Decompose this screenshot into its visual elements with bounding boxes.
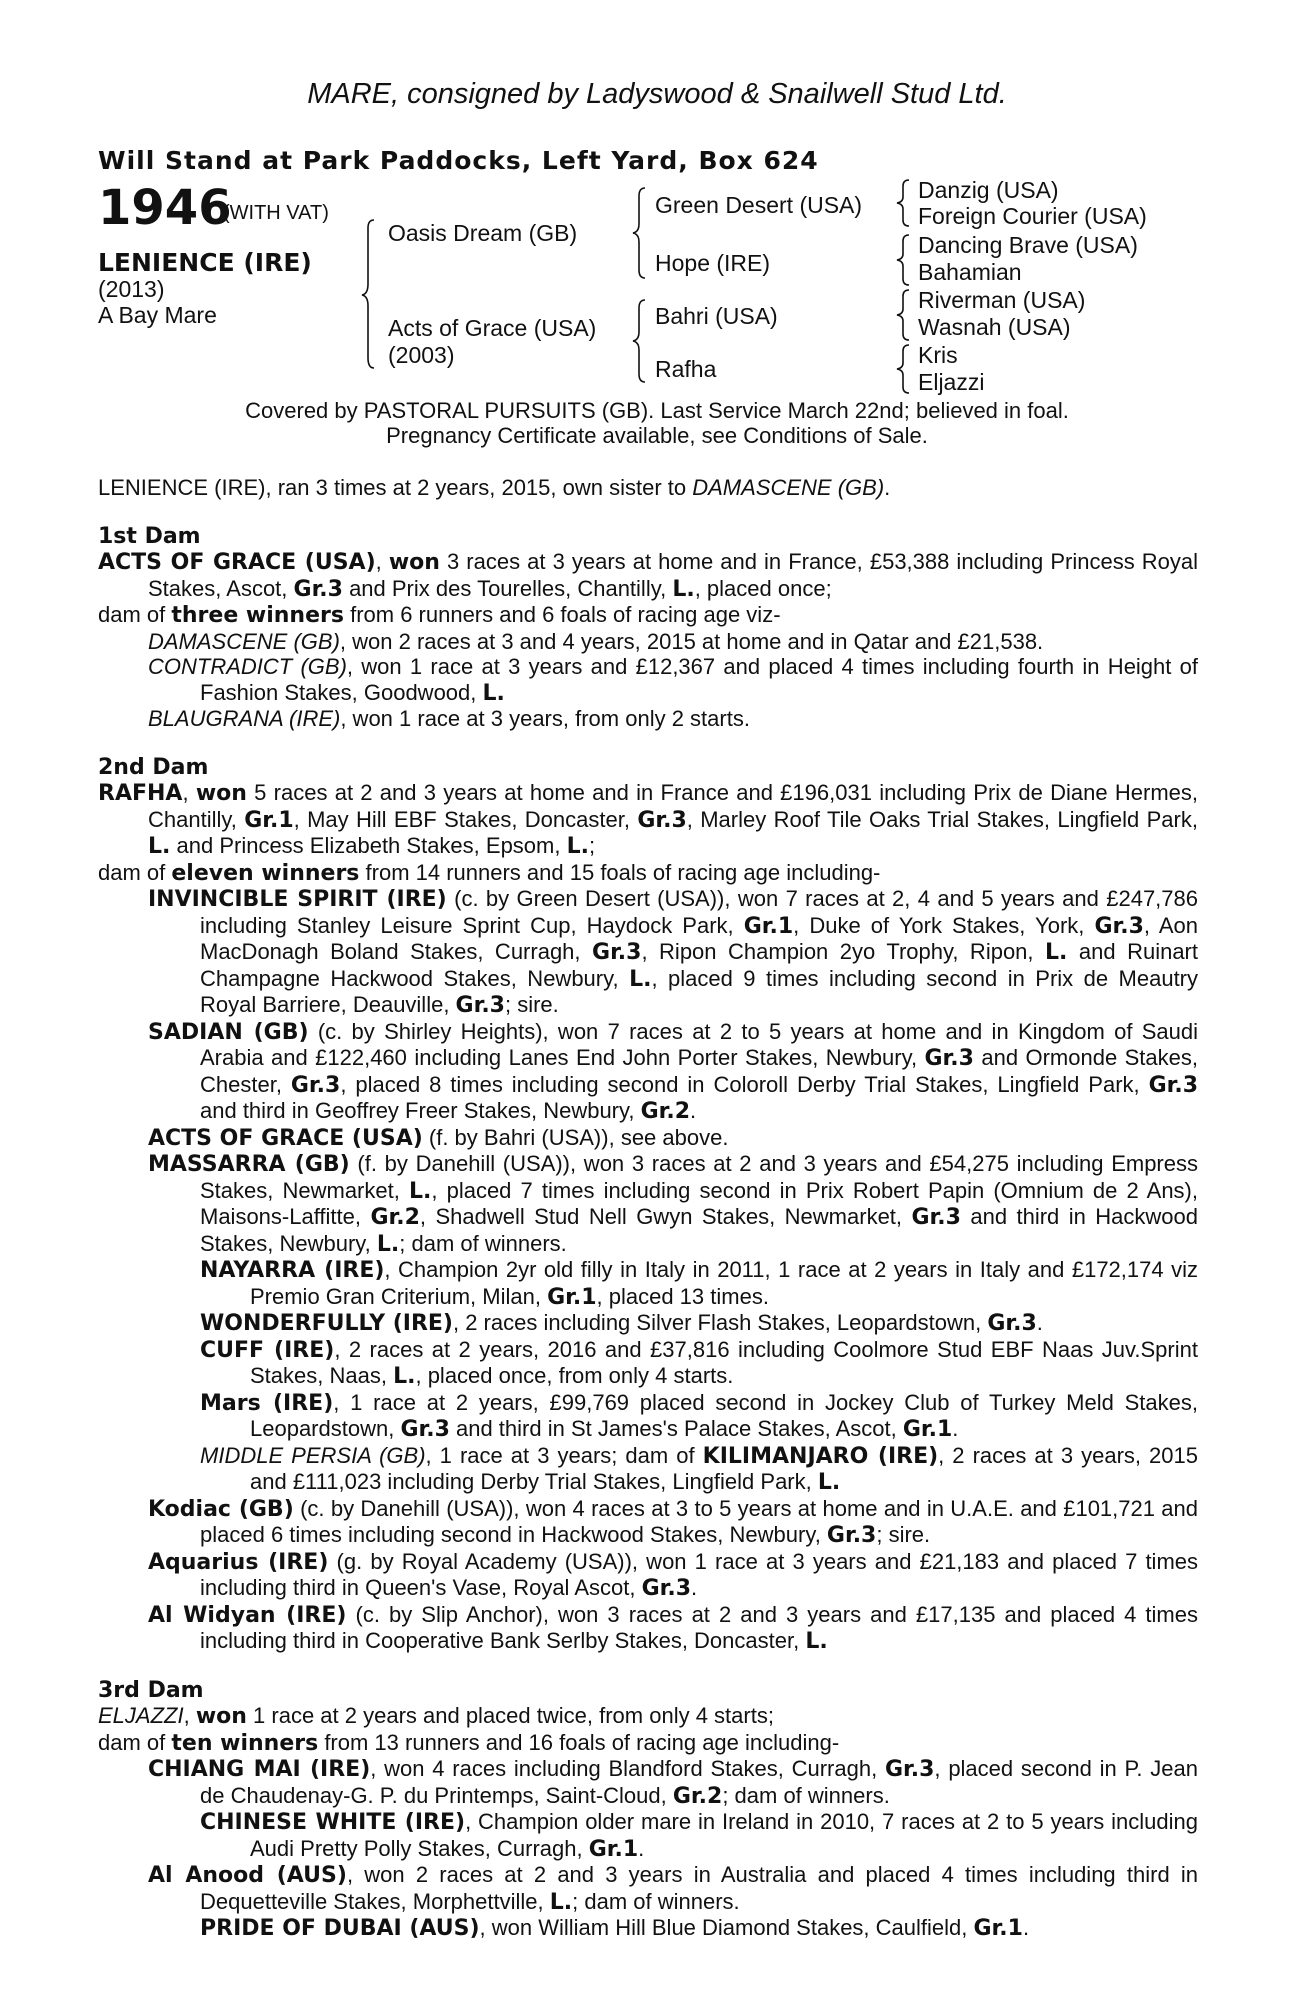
first-dam-produce-summary: dam of three winners from 6 runners and 6 foals of racing age viz- [98, 602, 781, 628]
second-dam-produce-summary: dam of eleven winners from 14 runners and 15 foals of racing age including- [98, 859, 881, 886]
pedigree-ss: Green Desert (USA) [655, 192, 863, 218]
produce-blaugrana: BLAUGRANA (IRE), won 1 race at 3 years, from only 2 starts. [148, 706, 750, 731]
produce-al-anood: Al Anood (AUS), won 2 races at 2 and 3 years in Australia and placed 4 times including third in Dequetteville Stakes, Morphettville, L.; dam of winners. [148, 1862, 1199, 1915]
produce-kodiac: Kodiac (GB) (c. by Danehill (USA)), won 4 races at 3 to 5 years at home and in U.A.E. and £101,721 and placed 6 times including second in Hackwood Stakes, Newbury, Gr.3; sire. [148, 1495, 1199, 1548]
consignor-line: MARE, consigned by Ladyswood & Snailwell Stud Ltd. [307, 78, 1007, 110]
pedigree-bracket-dam [633, 300, 647, 384]
pedigree-dam-year: (2003) [388, 342, 455, 368]
pedigree-sss: Danzig (USA) [918, 177, 1059, 203]
pedigree-sire: Oasis Dream (GB) [388, 220, 578, 246]
pedigree-bracket-dd [897, 345, 911, 393]
pedigree-bracket-ss [897, 180, 911, 226]
pedigree-dsd: Wasnah (USA) [918, 314, 1071, 340]
pedigree-sdd: Bahamian [918, 259, 1022, 285]
lot-number: 1946 [98, 180, 232, 236]
produce-al-widyan: Al Widyan (IRE) (c. by Slip Anchor), won 3 races at 2 and 3 years and £17,135 and placed 4 times including third in Cooperative Bank Serlby Stakes, Doncaster, L. [148, 1601, 1198, 1654]
third-dam-heading: 3rd Dam [98, 1677, 204, 1703]
pedigree-ds: Bahri (USA) [655, 303, 778, 329]
third-dam-record: ELJAZZI, won 1 race at 2 years and placed twice, from only 4 starts; [98, 1703, 774, 1729]
covering-line: Covered by PASTORAL PURSUITS (GB). Last Service March 22nd; believed in foal. [245, 398, 1069, 423]
pedigree-bracket-ds [897, 290, 911, 340]
foaling-year: (2013) [98, 276, 165, 302]
produce-middle-persia: MIDDLE PERSIA (GB), 1 race at 3 years; dam of KILIMANJARO (IRE), 2 races at 3 years, 2015 and £111,023 including Derby Trial Stakes, Lingfield Park, L. [200, 1442, 1198, 1495]
produce-aquarius: Aquarius (IRE) (g. by Royal Academy (USA)), won 1 race at 3 years and £21,183 and placed 7 times including third in Queen's Vase, Royal Ascot, Gr.3. [148, 1548, 1199, 1601]
produce-contradict: CONTRADICT (GB), won 1 race at 3 years and £12,367 and placed 4 times including fourth in Height of Fashion Stakes, Goodwood, L. [148, 654, 1199, 706]
pedigree-ssd: Foreign Courier (USA) [918, 203, 1147, 229]
horse-description: A Bay Mare [98, 302, 217, 328]
intro-paragraph: LENIENCE (IRE), ran 3 times at 2 years, 2015, own sister to DAMASCENE (GB). [98, 475, 891, 500]
produce-chiang-mai: CHIANG MAI (IRE), won 4 races including Blandford Stakes, Curragh, Gr.3, placed second in P. Jean de Chaudenay-G. P. du Printemps, Saint-Cloud, Gr.2; dam of winners. [148, 1756, 1198, 1809]
produce-damascene: DAMASCENE (GB), won 2 races at 3 and 4 years, 2015 at home and in Qatar and £21,538. [148, 628, 1044, 654]
pregnancy-line: Pregnancy Certificate available, see Conditions of Sale. [386, 423, 928, 448]
produce-sadian: SADIAN (GB) (c. by Shirley Heights), won 7 races at 2 to 5 years at home and in Kingdom of Saudi Arabia and £122,460 including Lanes End John Porter Stakes, Newbury, Gr.3 and Ormonde Stakes, Chester, Gr.3, placed 8 times including second in Coloroll Derby Trial Stakes, Lingfield Park, Gr.3 and third in Geoffrey Freer Stakes, Newbury, Gr.2. [148, 1018, 1199, 1124]
pedigree-bracket-main [362, 220, 376, 370]
produce-massarra: MASSARRA (GB) (f. by Danehill (USA)), won 3 races at 2 and 3 years and £54,275 including Empress Stakes, Newmarket, L., placed 7 times including second in Prix Robert Papin (Omnium de 2 Ans), Maisons-Laffitte, Gr.2, Shadwell Stud Nell Gwyn Stakes, Newmarket, Gr.3 and third in Hackwood Stakes, Newbury, L.; dam of winners. [148, 1151, 1199, 1257]
first-dam-heading: 1st Dam [98, 523, 201, 549]
third-dam-produce-summary: dam of ten winners from 13 runners and 16 foals of racing age including- [98, 1729, 840, 1756]
produce-nayarra: NAYARRA (IRE), Champion 2yr old filly in Italy in 2011, 1 race at 2 years in Italy and £172,174 viz Premio Gran Criterium, Milan, Gr.1, placed 13 times. [200, 1257, 1199, 1310]
second-dam-record: RAFHA, won 5 races at 2 and 3 years at home and in France and £196,031 including Prix de Diane Hermes, Chantilly, Gr.1, May Hill EBF Stakes, Doncaster, Gr.3, Marley Roof Tile Oaks Trial Stakes, Lingfield Park, L. and Princess Elizabeth Stakes, Epsom, L.; [98, 780, 1198, 859]
pedigree-dss: Riverman (USA) [918, 287, 1086, 313]
produce-cuff: CUFF (IRE), 2 races at 2 years, 2016 and £37,816 including Coolmore Stud EBF Naas Juv.Sprint Stakes, Naas, L., placed once, from only 4 starts. [200, 1336, 1198, 1389]
produce-invincible-spirit: INVINCIBLE SPIRIT (IRE) (c. by Green Desert (USA)), won 7 races at 2, 4 and 5 years and £247,786 including Stanley Leisure Sprint Cup, Haydock Park, Gr.1, Duke of York Stakes, York, Gr.3, Aon MacDonagh Boland Stakes, Curragh, Gr.3, Ripon Champion 2yo Trophy, Ripon, L. and Ruinart Champagne Hackwood Stakes, Newbury, L., placed 9 times including second in Prix de Meautry Royal Barriere, Deauville, Gr.3; sire. [148, 886, 1199, 1018]
stand-location: Will Stand at Park Paddocks, Left Yard, Box 624 [98, 146, 819, 175]
pedigree-bracket-sd [897, 235, 911, 285]
pedigree-ddd: Eljazzi [918, 369, 985, 395]
produce-chinese-white: CHINESE WHITE (IRE), Champion older mare in Ireland in 2010, 7 races at 2 to 5 years including Audi Pretty Polly Stakes, Curragh, Gr.1. [200, 1809, 1198, 1862]
horse-name: LENIENCE (IRE) [98, 248, 312, 277]
produce-wonderfully: WONDERFULLY (IRE), 2 races including Silver Flash Stakes, Leopardstown, Gr.3. [200, 1310, 1043, 1336]
pedigree-sds: Dancing Brave (USA) [918, 232, 1138, 258]
produce-mars: Mars (IRE), 1 race at 2 years, £99,769 placed second in Jockey Club of Turkey Meld Stakes, Leopardstown, Gr.3 and third in St James's Palace Stakes, Ascot, Gr.1. [200, 1389, 1198, 1442]
pedigree-sd: Hope (IRE) [655, 250, 771, 276]
pedigree-dds: Kris [918, 342, 958, 368]
second-dam-heading: 2nd Dam [98, 754, 209, 780]
pedigree-dam: Acts of Grace (USA) [388, 315, 597, 341]
first-dam-record: ACTS OF GRACE (USA), won 3 races at 3 years at home and in France, £53,388 including Princess Royal Stakes, Ascot, Gr.3 and Prix des Tourelles, Chantilly, L., placed once; [98, 549, 1199, 602]
catalogue-body [98, 475, 1198, 1942]
produce-pride-of-dubai: PRIDE OF DUBAI (AUS), won William Hill Blue Diamond Stakes, Caulfield, Gr.1. [200, 1915, 1030, 1941]
pedigree-dd: Rafha [655, 356, 717, 382]
vat-note: (WITH VAT) [223, 202, 329, 224]
produce-acts-of-grace: ACTS OF GRACE (USA) (f. by Bahri (USA)), see above. [148, 1124, 729, 1151]
pedigree-bracket-sire [633, 188, 647, 280]
